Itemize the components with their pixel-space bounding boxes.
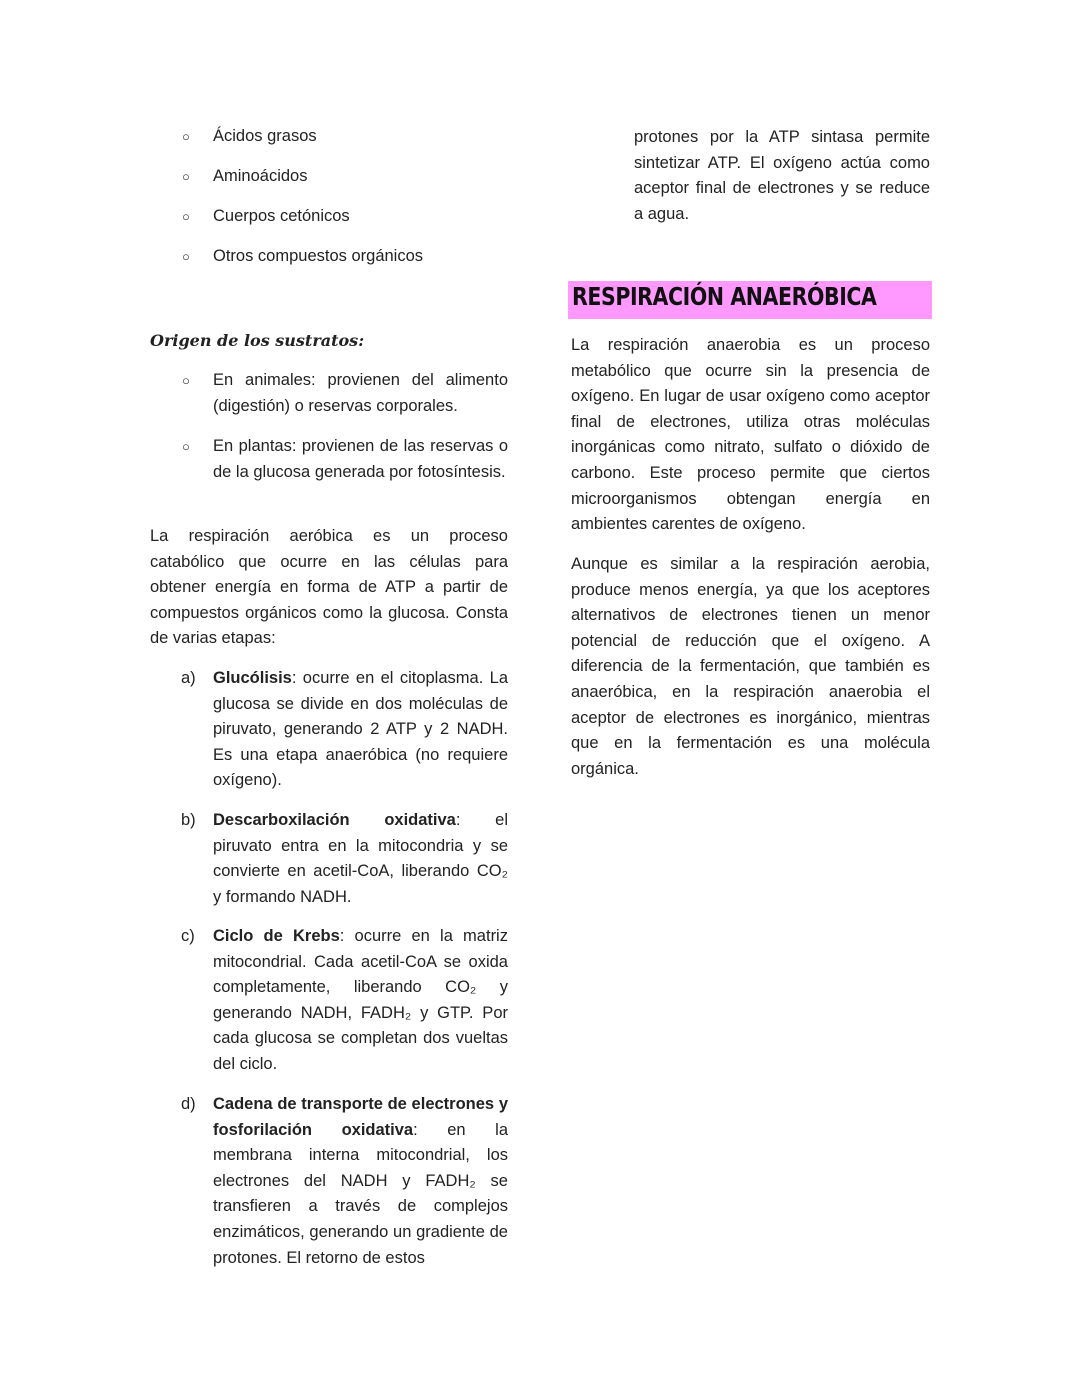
stage-label: b) xyxy=(181,811,196,829)
stage-item xyxy=(213,808,508,910)
list-item: Aminoácidos xyxy=(213,167,308,185)
stage-label: c) xyxy=(181,927,195,945)
section-heading-highlight xyxy=(568,281,932,319)
stage-text: : ocurre en la matriz mitocondrial. Cada acetil-CoA se oxida completamente, liberando CO₂ y generando NADH, FADH₂ y GTP. Por cada glucosa se completan dos vueltas del ciclo. xyxy=(213,927,508,1073)
intro-paragraph: La respiración aeróbica es un proceso catabólico que ocurre en las células para obtener energía en forma de ATP a partir de compuestos orgánicos como la glucosa. Consta de varias etapas: xyxy=(150,527,508,648)
paragraph: Aunque es similar a la respiración aerobia, produce menos energía, ya que los aceptores alternativos de electrones tienen un menor potencial de reducción que el oxígeno. A diferencia de la fermentación, que también es anaeróbica, en la respiración anaerobia el aceptor de electrones es inorgánico, mientras que en la fermentación es una molécula orgánica. xyxy=(571,555,930,778)
bullet-icon: ○ xyxy=(182,373,190,388)
stage-title: Descarboxilación oxidativa xyxy=(213,811,456,829)
stage-text: : el piruvato entra en la mitocondria y se convierte en acetil-CoA, liberando CO₂ y formando NADH. xyxy=(213,811,508,906)
list-item: Otros compuestos orgánicos xyxy=(213,247,424,265)
paragraph: La respiración anaerobia es un proceso metabólico que ocurre sin la presencia de oxígeno. En lugar de usar oxígeno como aceptor final de electrones, utiliza otras moléculas inorgánicas como nitrato, sulfato o dióxido de carbono. Este proceso permite que ciertos microorganismos obtengan energía en ambientes carentes de oxígeno. xyxy=(571,336,930,534)
stage-text: : en la membrana interna mitocondrial, los electrones del NADH y FADH₂ se transfieren a través de complejos enzimáticos, generando un gradiente de protones. El retorno de estos xyxy=(213,1120,508,1267)
continuation-paragraph: protones por la ATP sintasa permite sintetizar ATP. El oxígeno actúa como aceptor final de electrones y se reduce a agua. xyxy=(634,128,930,223)
stage-text: : ocurre en el citoplasma. La glucosa se divide en dos moléculas de piruvato, generando 2 ATP y 2 NADH. Es una etapa anaeróbica (no requiere oxígeno). xyxy=(213,669,508,790)
stage-title: Ciclo de Krebs xyxy=(213,927,340,945)
list-item: En animales: provienen del alimento (digestión) o reservas corporales. xyxy=(213,371,508,415)
stage-title: Cadena de transporte de electrones y fosforilación oxidativa xyxy=(213,1095,508,1139)
list-item: Cuerpos cetónicos xyxy=(213,207,350,225)
section-heading: Origen de los sustratos: xyxy=(150,331,365,350)
list-item: Ácidos grasos xyxy=(213,127,317,145)
bullet-icon: ○ xyxy=(182,209,190,224)
bullet-icon: ○ xyxy=(182,169,190,184)
stage-item xyxy=(213,1092,508,1271)
stage-item xyxy=(213,666,508,794)
stage-label: a) xyxy=(181,669,196,687)
section-heading: RESPIRACIÓN ANAERÓBICA xyxy=(572,282,877,311)
stage-title: Glucólisis xyxy=(213,669,292,687)
stage-label: d) xyxy=(181,1095,196,1113)
stage-item xyxy=(213,924,508,1078)
list-item: En plantas: provienen de las reservas o de la glucosa generada por fotosíntesis. xyxy=(213,437,508,481)
bullet-icon: ○ xyxy=(182,439,190,454)
bullet-icon: ○ xyxy=(182,249,190,264)
bullet-icon: ○ xyxy=(182,129,190,144)
